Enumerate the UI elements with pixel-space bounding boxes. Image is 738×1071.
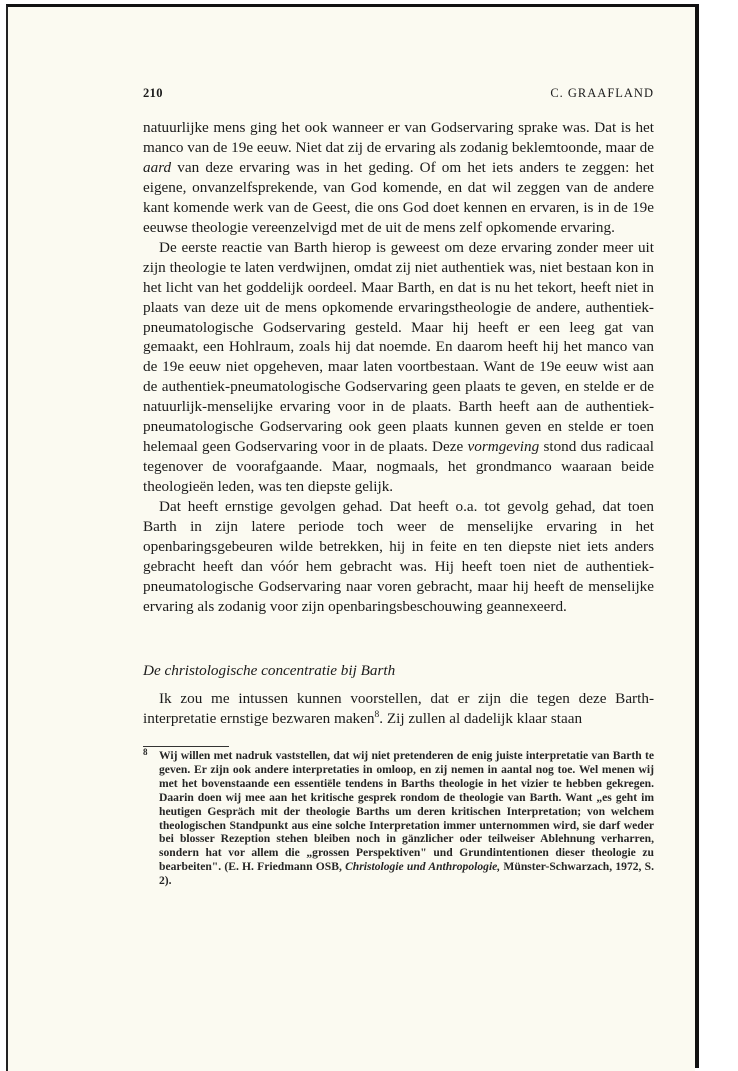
scan-edge: [695, 4, 699, 1068]
body-text: [143, 118, 654, 617]
section-text: [143, 689, 654, 729]
footnote: [143, 749, 654, 888]
section-paragraph: Ik zou me intussen kunnen voorstellen, dat er zijn die tegen deze Barthinterpretatie ernstige bezwaren maken$^8$. Zij zullen al dadelijk klaar staan: [143, 690, 654, 727]
paragraph-2: De eerste reactie van Barth hierop is geweest om deze ervaring zonder meer uit zijn theologie te laten verdwijnen, omdat zij niet authentiek was, niet bestaan kon in het licht van het goddelijk oordeel. Maar Barth, en dat is nu het tekort, heeft niet in plaats van deze uit de mens opkomende ervaringstheologie de andere, authentiek-pneumatologische Godservaring gesteld. Maar hij heeft er een leeg gat van gemaakt, een Hohlraum, zoals hij dat noemde. En daarom heeft hij het manco van de 19e eeuw niet opgeheven, maar laten voortbestaan. Want de 19e eeuw wist aan de authentiek-pneumatologische Godservaring geen plaats te geven, en stelde er de natuurlijk-menselijke ervaring voor in de plaats. Barth heeft aan de authentiek-pneumatologische Godservaring ook geen plaats kunnen geven en stelde er toen helemaal geen Godservaring voor in de plaats. Deze vormgeving stond dus radicaal tegenover de voorafgaande. Maar, nogmaals, het grondmanco waaraan beide theologieën leden, was ten diepste gelijk.: [143, 238, 654, 496]
paragraph-3: Dat heeft ernstige gevolgen gehad. Dat heeft o.a. tot gevolg gehad, dat toen Barth in zijn latere periode toch weer de menselijke ervaring in het openbaringsgebeuren wilde betrekken, hij in feite en ten diepste niet iets anders gebracht heeft dan vóór hem gebracht was. Hij heeft toen niet de authentiek-pneumatologische Godservaring naar voren gebracht, maar hij heeft de menselijke ervaring als zodanig voor zijn openbaringsbeschouwing geannexeerd.: [143, 498, 654, 615]
running-header: [143, 86, 654, 106]
running-head-author: C. GRAAFLAND: [550, 86, 654, 100]
section-heading: De christologische concentratie bij Barth: [143, 662, 396, 679]
footnote-marker: 8: [143, 747, 148, 757]
paragraph-1: natuurlijke mens ging het ook wanneer er van Godservaring sprake was. Dat is het manco van de 19e eeuw. Niet dat zij de ervaring als zodanig beklemtoonde, maar de aard van deze ervaring was in het geding. Of om het iets anders te zeggen: het eigene, onvanzelfsprekende, van God komende, en dat wil zeggen van de andere kant komende werk van de Geest, die ons God doet kennen en ervaren, is in de 19e eeuwse theologie vereenzelvigd met de uit de mens zelf opkomende ervaring.: [143, 119, 654, 236]
footnote-text: Wij willen met nadruk vaststellen, dat wij niet pretenderen de enig juiste interpretatie van Barth te geven. Er zijn ook andere interpretaties in omloop, en zij nemen in aantal nog toe. Wel menen wij met het bovenstaande een essentiële tendens in Barths theologie in het vizier te hebben gekregen. Daarin doen wij mee aan het kritische gesprek rondom de theologie van Barth. Want „es geht im heutigen Gespräch mit der theologie Barths um deren kritischen Interpretation; von welchem theologischen Standpunkt aus eine solche Interpretation immer unternommen wird, sie darf weder bei blosser Rezeption stehen bleiben noch in gänzlicher oder teilweiser Ablehnung verharren, sondern hat vor allem die „grossen Perspektiven" und Grundintentionen dieser theologie zu bearbeiten". (E. H. Friedmann OSB, Christologie und Anthropologie, Münster-Schwarzach, 1972, S. 2).: [159, 749, 654, 888]
page-number: 210: [143, 86, 163, 100]
footnote-reference[interactable]: 8: [374, 709, 380, 720]
footnote-rule: [143, 746, 229, 747]
